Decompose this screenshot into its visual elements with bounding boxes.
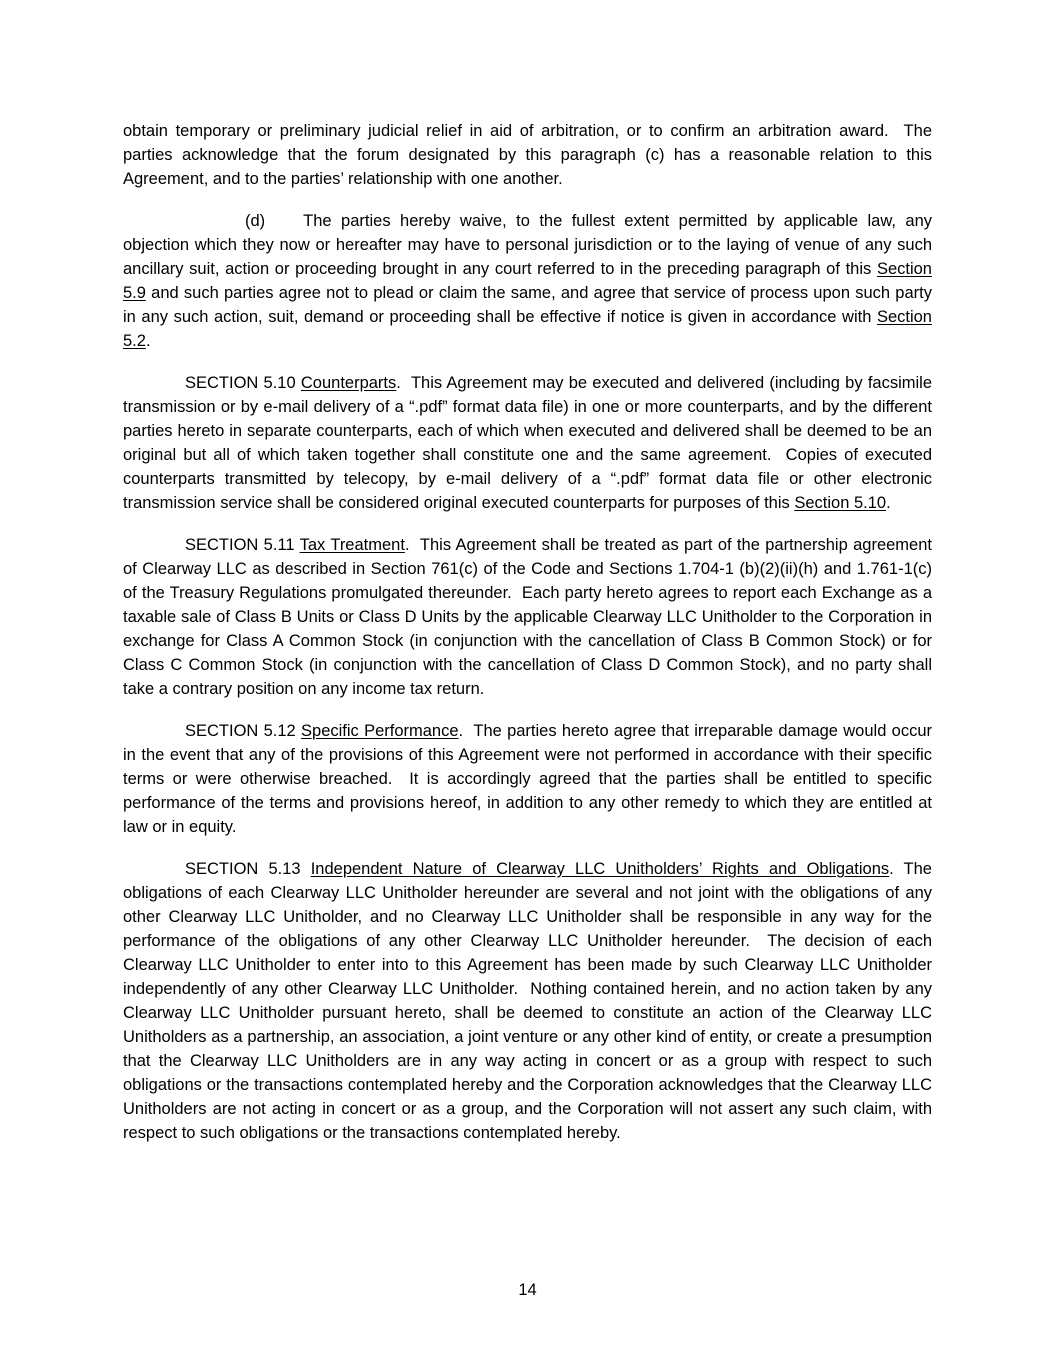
underlined-reference: Counterparts [300, 374, 397, 392]
text-run: . The obligations of each Clearway LLC Unitholder hereunder are several and not joint with the obligations of any other Clearway LLC Unitholder, and no Clearway LLC Unitholder shall be responsible in any way for the performance of the obligations of any other Clearway LLC Unitholder hereunder. The decision of each Clearway LLC Unitholder to enter into to this Agreement has been made by such Clearway LLC Unitholder independently of any other Clearway LLC Unitholder. Nothing contained herein, and no action taken by any Clearway LLC Unitholder pursuant hereto, shall be deemed to constitute an action of the Clearway LLC Unitholders as a partnership, an association, a joint venture or any other kind of entity, or create a presumption that the Clearway LLC Unitholders are in any way acting in concert or as a group with respect to such obligations or the transactions contemplated hereby and the Corporation acknowledges that the Clearway LLC Unitholders are not acting in concert or as a group, and the Corporation will not assert any such claim, with respect to such obligations or the transactions contemplated hereby. [123, 860, 932, 1142]
underlined-reference: Independent Nature of Clearway LLC Unitholders’ Rights and Obligations [310, 860, 890, 878]
text-run: . This Agreement may be executed and delivered (including by facsimile transmission or by e-mail delivery of a “.pdf” format data file) in one or more counterparts, and by the different parties hereto in separate counterparts, each of which when executed and delivered shall be deemed to be an original but all of which taken together shall constitute one and the same agreement. Copies of executed counterparts transmitted by telecopy, by e-mail delivery of a “.pdf” format data file or other electronic transmission service shall be considered original executed counterparts for purposes of this [123, 374, 932, 512]
text-run: and such parties agree not to plead or claim the same, and agree that service of process upon such party in any such action, suit, demand or proceeding shall be effective if notice is given in accordance with [123, 284, 932, 326]
text-run: (d) [245, 212, 266, 230]
document-body [123, 119, 932, 1163]
tab-space [265, 225, 303, 226]
text-run: . This Agreement shall be treated as part of the partnership agreement of Clearway LLC as described in Section 761(c) of the Code and Sections 1.704-1 (b)(2)(ii)(h) and 1.761-1(c) of the Treasury Regulations promulgated thereunder. Each party hereto agrees to report each Exchange as a taxable sale of Class B Units or Class D Units by the applicable Clearway LLC Unitholder to the Corporation in exchange for Class A Common Stock (in conjunction with the cancellation of Class B Common Stock) or for Class C Common Stock (in conjunction with the cancellation of Class D Common Stock), and no party shall take a contrary position on any income tax return. [123, 536, 932, 698]
paragraph [123, 719, 932, 839]
text-run: . [145, 332, 151, 350]
underlined-reference: Tax Treatment [299, 536, 405, 554]
text-run: The parties hereby waive, to the fullest extent permitted by applicable law, any objection which they now or hereafter may have to personal jurisdiction or to the laying of venue of any such ancillary suit, action or proceeding brought in any court referred to in the preceding paragraph of this [123, 212, 932, 278]
paragraph [123, 533, 932, 701]
paragraph [123, 119, 932, 191]
text-run: . The parties hereto agree that irreparable damage would occur in the event that any of the provisions of this Agreement were not performed in accordance with their specific terms or were otherwise breached. It is accordingly agreed that the parties shall be entitled to specific performance of the terms and provisions hereof, in addition to any other remedy to which they are entitled at law or in equity. [123, 722, 932, 836]
underlined-reference: Section 5.9 [123, 260, 932, 302]
underlined-reference: Specific Performance [301, 722, 459, 740]
text-run: SECTION 5.12 [185, 722, 302, 740]
text-run: SECTION 5.13 [185, 860, 311, 878]
paragraph [123, 857, 932, 1145]
paragraph [123, 209, 932, 353]
underlined-reference: Section 5.10 [794, 494, 887, 512]
text-run: . [886, 494, 891, 512]
page-number: 14 [518, 1281, 537, 1299]
text-run: SECTION 5.11 [185, 536, 300, 554]
text-run: obtain temporary or preliminary judicial relief in aid of arbitration, or to confirm an arbitration award. The parties acknowledge that the forum designated by this paragraph (c) has a reasonable relation to this Agreement, and to the parties’ relationship with one another. [123, 122, 932, 188]
paragraph [123, 371, 932, 515]
underlined-reference: Section 5.2 [123, 308, 932, 350]
text-run: SECTION 5.10 [185, 374, 301, 392]
